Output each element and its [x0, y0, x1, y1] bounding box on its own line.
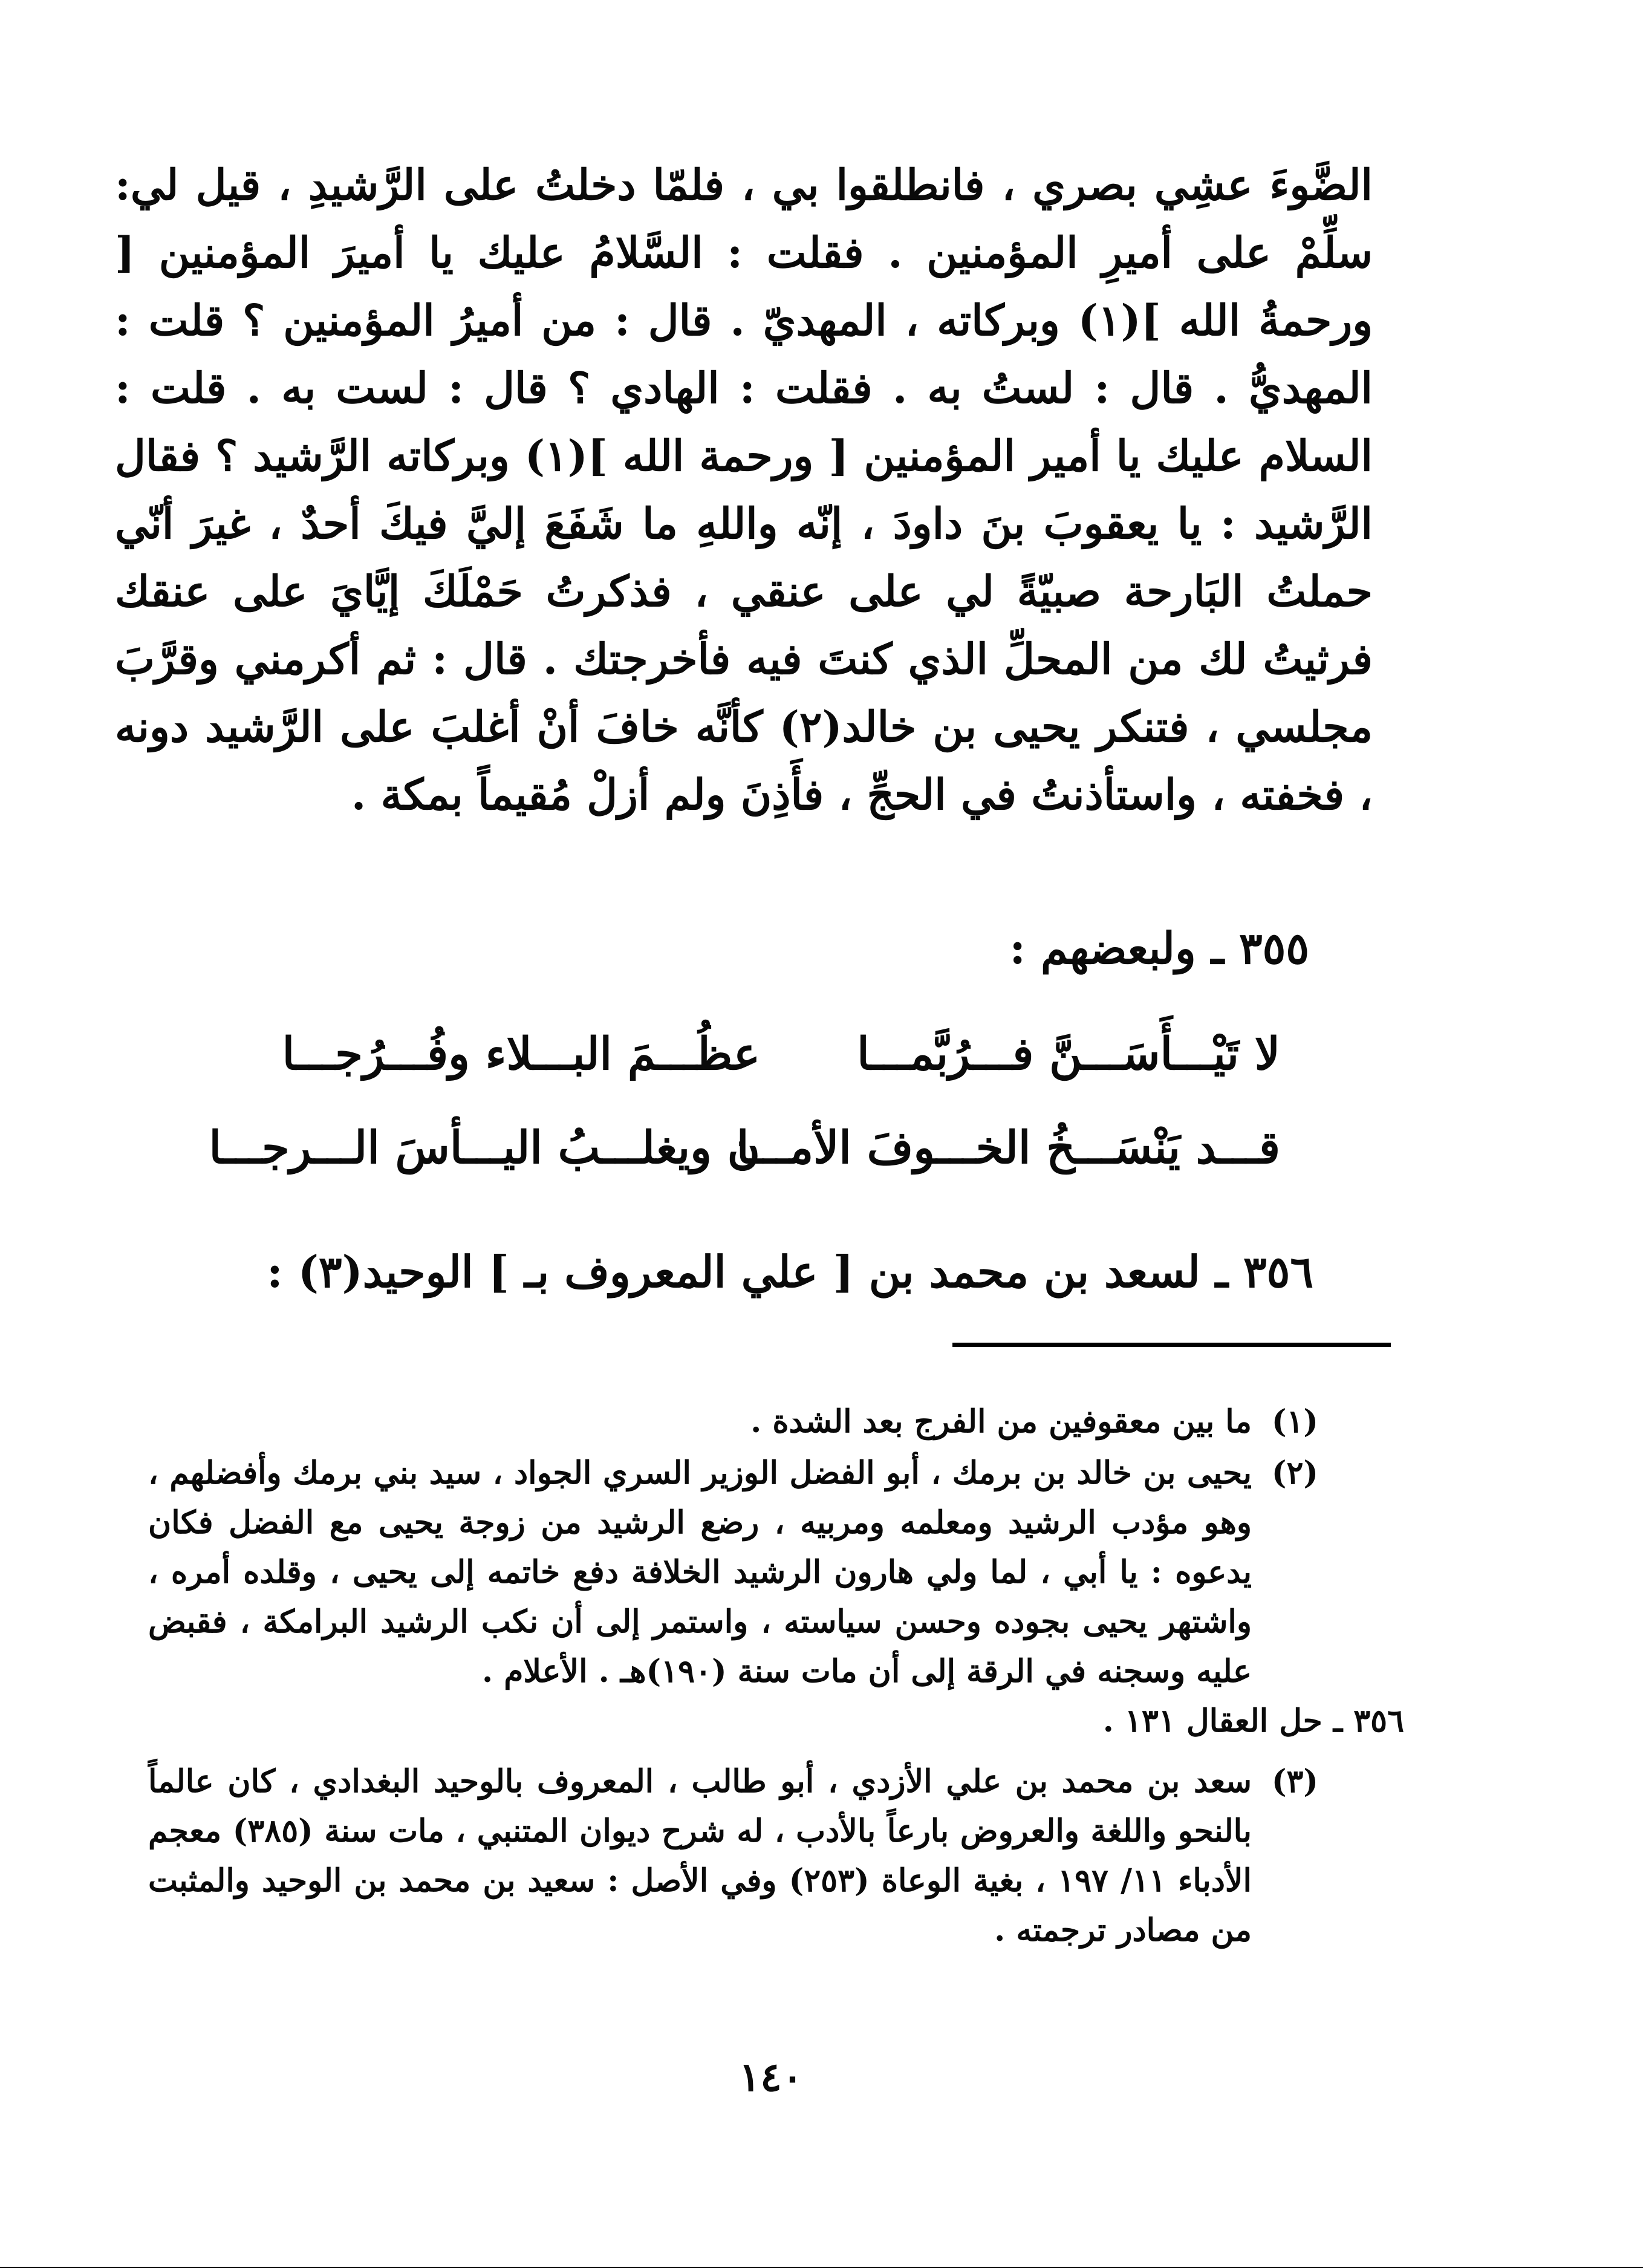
footnote-number: (٢) — [1271, 1455, 1318, 1491]
verse-1-second-hemistich: عظُـــمَ البـــلاء وفُـــرُجـــا — [282, 1028, 760, 1080]
verse-1-first-hemistich: لا تَيْـــأَسَـــنَّ فـــرُبَّمـــا — [857, 1028, 1280, 1080]
footnote-2 — [148, 1448, 1318, 1696]
footnote-separator — [952, 1343, 1391, 1347]
body-paragraph: الضَّوءَ عشِي بصري ، فانطلقوا بي ، فلمّا دخلتُ على الرَّشيدِ ، قيل لي: سلِّمْ على أميرِ المؤمنين . فقلت : السَّلامُ عليك يا أميرَ المؤمنين [ ورحمةُ الله ](١) وبركاته ، المهديّ . قال : من أميرُ المؤمنين ؟ قلت : المهديُّ . قال : لستُ به . فقلت : الهادي ؟ قال : لست به . قلت : السلام عليك يا أمير المؤمنين [ ورحمة الله ](١) وبركاته الرَّشيد ؟ فقال الرَّشيد : يا يعقوبَ بنَ داودَ ، إنّه واللهِ ما شَفَعَ إليَّ فيكَ أحدٌ ، غيرَ أنّي حملتُ البَارحة صبيّةً لي على عنقي ، فذكرتُ حَمْلَكَ إيَّايَ على عنقك فرثيتُ لك من المحلِّ الذي كنتَ فيه فأخرجتك . قال : ثم أكرمني وقرَّبَ مجلسي ، فتنكر يحيى بن خالد(٢) كأنَّه خافَ أنْ أغلبَ على الرَّشيد دونه ، فخفته ، واستأذنتُ في الحجِّ ، فأَذِنَ ولم أزلْ مُقيماً بمكة . — [115, 160, 1373, 820]
section-355-heading: ٣٥٥ ـ ولبعضهم : — [1009, 922, 1309, 974]
page-number: ١٤٠ — [738, 2053, 804, 2100]
footnote-text: ما بين معقوفين من الفرج بعد الشدة . — [750, 1403, 1252, 1440]
source-reference-note: ٣٥٦ ـ حل العقال ١٣١ . — [1102, 1703, 1404, 1739]
verse-2-first-hemistich: قـــد يَنْسَـــخُ الخـــوفَ الأمـــا — [736, 1122, 1280, 1174]
verse-2-second-hemistich: ن ويغلـــبُ اليـــأسَ الـــرجـــا — [209, 1122, 760, 1174]
main-body-text — [115, 151, 1373, 829]
footnote-3 — [148, 1757, 1318, 1955]
footnote-number: (١) — [1271, 1403, 1318, 1440]
section-356-heading: ٣٥٦ ـ لسعد بن محمد بن [ علي المعروف بـ ] الوحيد(٣) : — [267, 1246, 1313, 1297]
footnote-1 — [254, 1397, 1318, 1447]
footnote-text: سعد بن محمد بن علي الأزدي ، أبو طالب ، المعروف بالوحيد البغدادي ، كان عالماً بالنحو واللغة والعروض بارعاً بالأدب ، له شرح ديوان المتنبي ، مات سنة (٣٨٥) معجم الأدباء ١١/ ١٩٧ ، بغية الوعاة (٢٥٣) وفي الأصل : سعيد بن محمد بن الوحيد والمثبت من مصادر ترجمته . — [148, 1763, 1252, 1949]
footnote-text: يحيى بن خالد بن برمك ، أبو الفضل الوزير السري الجواد ، سيد بني برمك وأفضلهم ، وهو مؤدب الرشيد ومعلمه ومربيه ، رضع الرشيد من زوجة يحيى مع الفضل فكان يدعوه : يا أبي ، لما ولي هارون الرشيد الخلافة دفع خاتمه إلى يحيى ، وقلده أمره ، واشتهر يحيى بجوده وحسن سياسته ، واستمر إلى أن نكب الرشيد البرامكة ، فقبض عليه وسجنه في الرقة إلى أن مات سنة (١٩٠)هـ . الأعلام . — [148, 1455, 1252, 1690]
footnote-number: (٣) — [1271, 1763, 1318, 1800]
